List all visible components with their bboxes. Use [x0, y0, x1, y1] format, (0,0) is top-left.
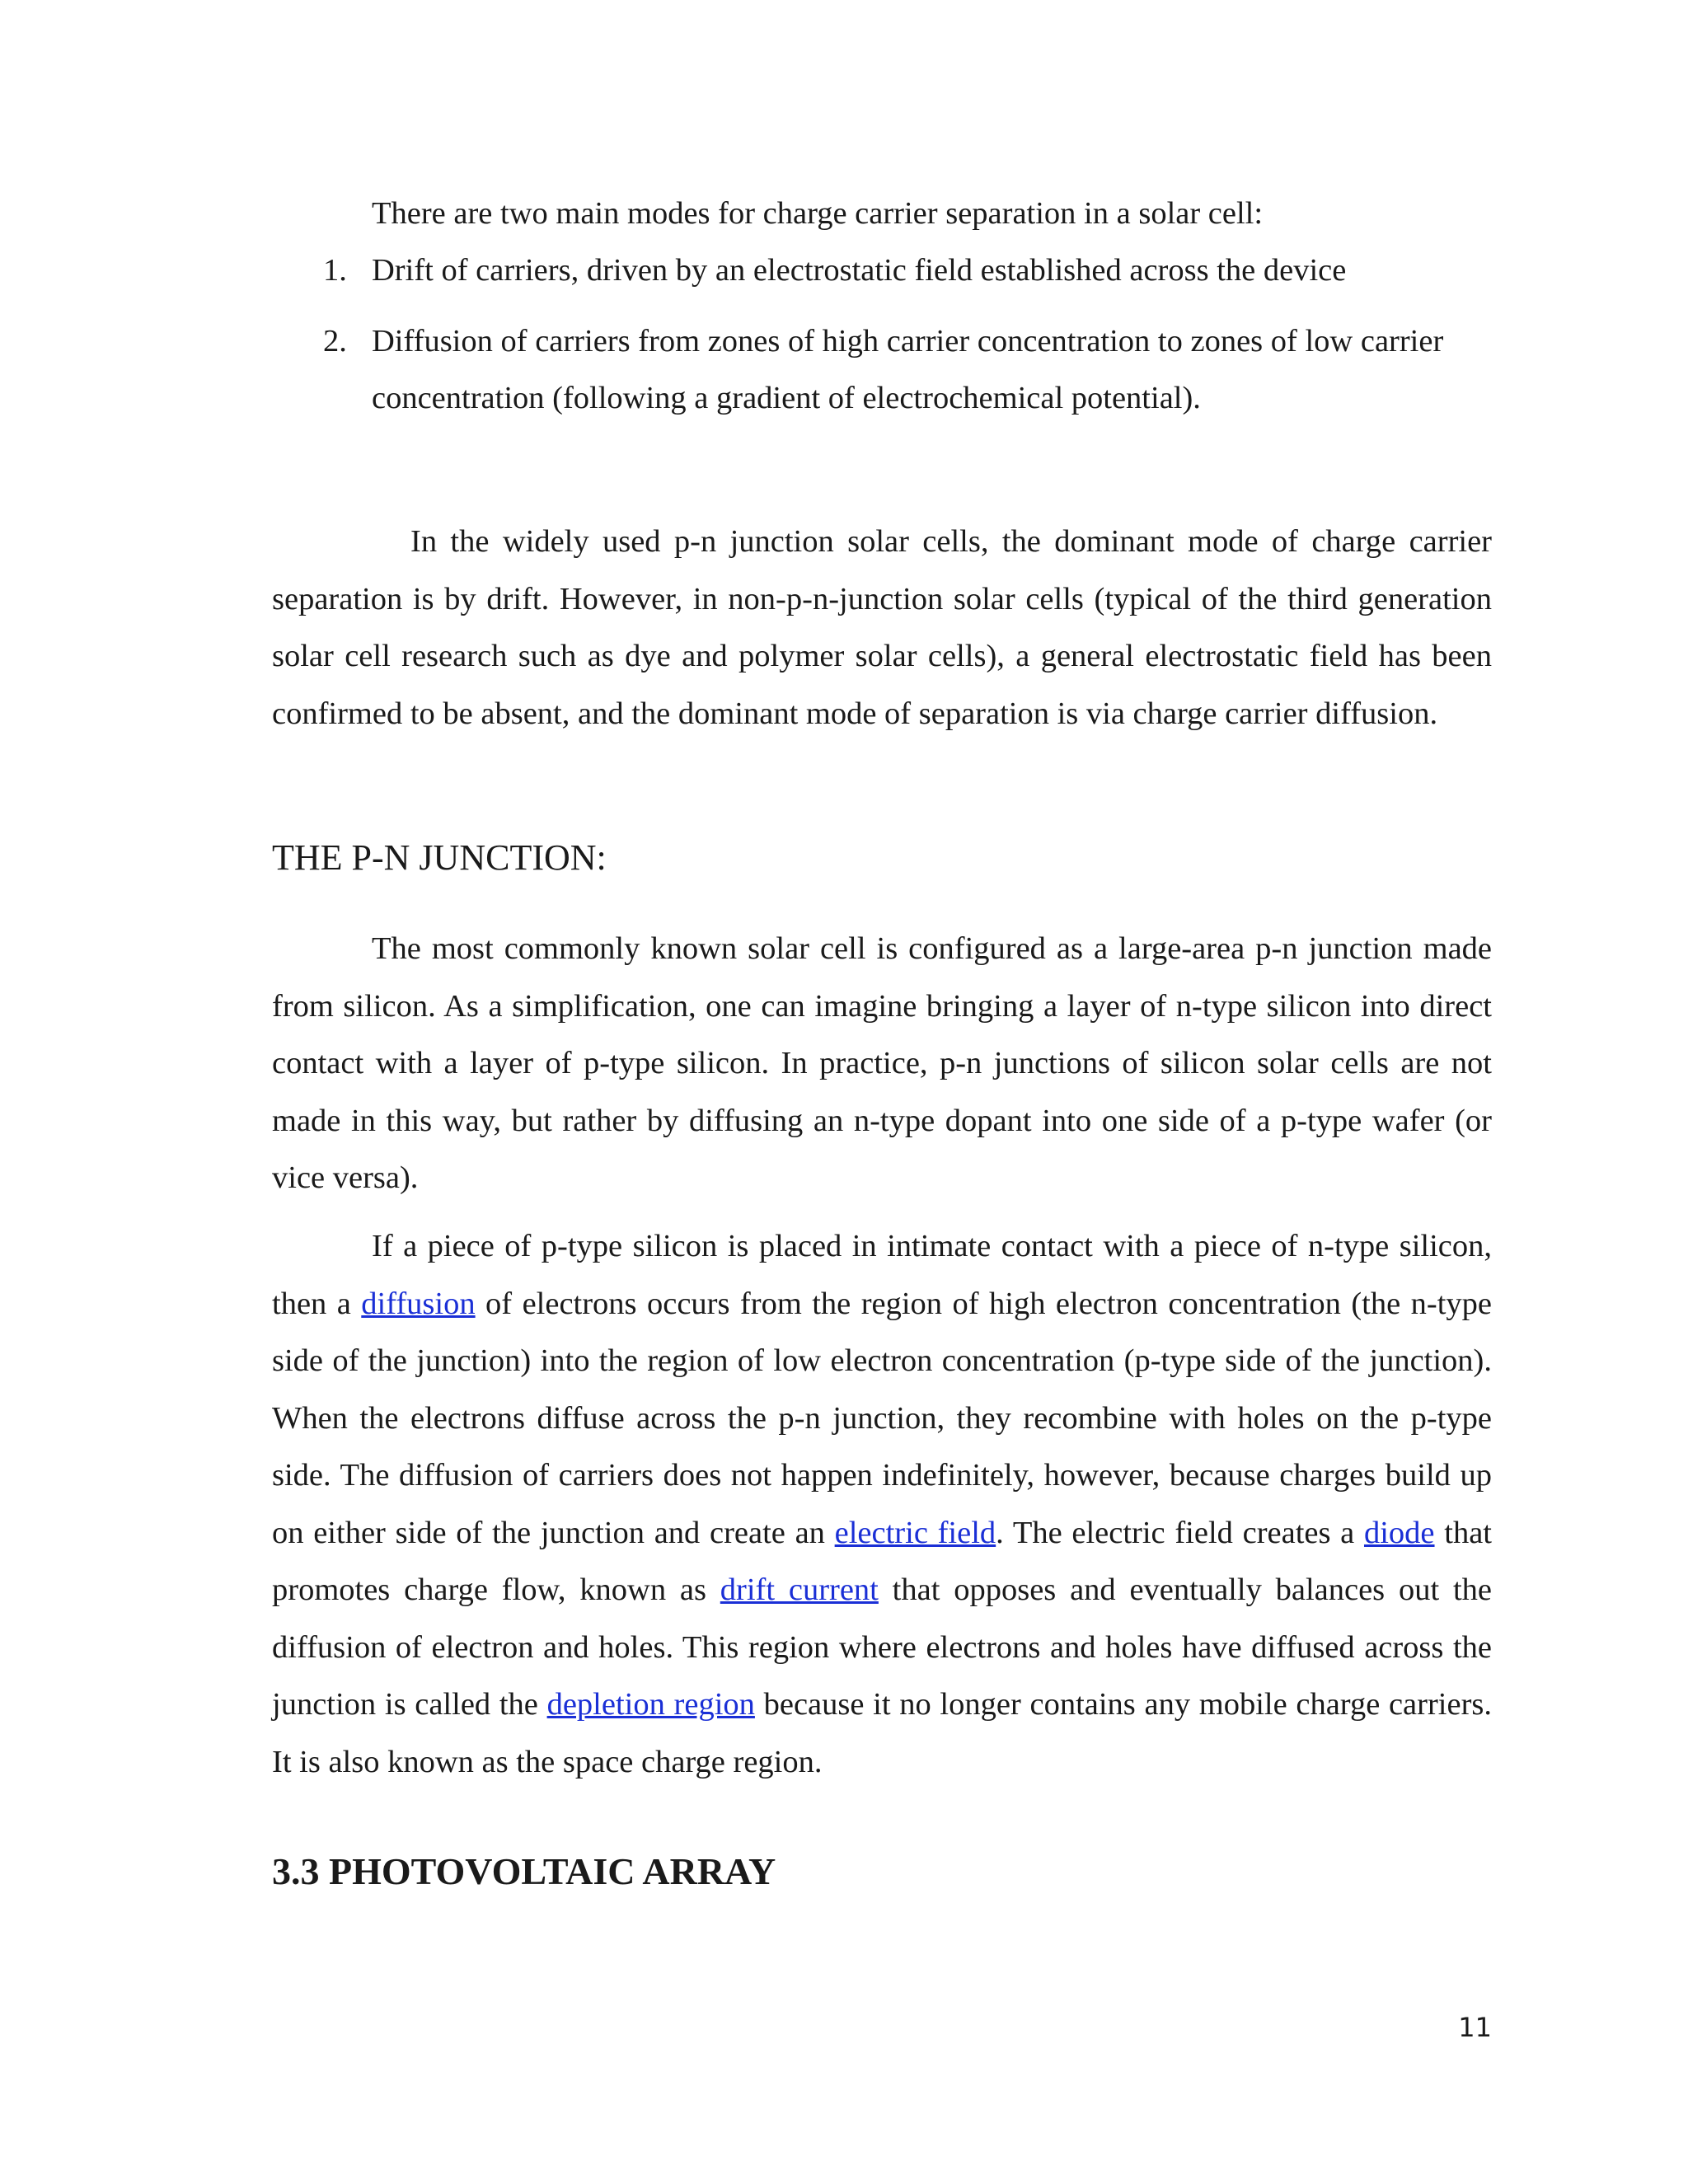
diffusion-link[interactable]: diffusion [361, 1286, 476, 1321]
drift-vs-diffusion-paragraph: In the widely used p-n junction solar cells, the dominant mode of charge carrier separation is by drift. However, in non-p-n-junction solar cells (typical of the third generation solar cell research such as dye and polymer solar cells), a general electrostatic field has been confirmed to be absent, and the dominant mode of separation is via charge carrier diffusion. [272, 524, 1492, 731]
page-number: 11 [1458, 2012, 1492, 2043]
list-number: 2. [323, 323, 347, 359]
pn-junction-heading: THE P-N JUNCTION: [272, 837, 607, 878]
photovoltaic-array-heading: 3.3 PHOTOVOLTAIC ARRAY [272, 1850, 776, 1892]
depletion-region-link[interactable]: depletion region [546, 1687, 755, 1722]
paragraph-text: If a piece of p-type silicon is placed in intimate contact with a piece of n-type silicon, then a [272, 1229, 1492, 1321]
paragraph-text: that promotes charge flow, known as [272, 1515, 1492, 1607]
list-item-text: Drift of carriers, driven by an electrostatic field established across the device [372, 253, 1347, 288]
paragraph-text: of electrons occurs from the region of high electron concentration (the n-type side of the junction) into the region of low electron concentration (p-type side of the junction). When the electrons diffuse across the p-n junction, they recombine with holes on the p-type side. The diffusion of carriers does not happen indefinitely, however, because charges build up on either side of the junction and create an [272, 1286, 1492, 1550]
list-item-text: Diffusion of carriers from zones of high carrier concentration to zones of low carrier concentration (following a gradient of electrochemical potential). [372, 323, 1444, 415]
intro-sentence: There are two main modes for charge carrier separation in a solar cell: [372, 196, 1264, 231]
electric-field-link[interactable]: electric field [834, 1515, 996, 1550]
paragraph-text: because it no longer contains any mobile charge carriers. It is also known as the space charge region. [272, 1687, 1493, 1779]
diode-link[interactable]: diode [1363, 1515, 1435, 1550]
pn-junction-paragraph-1: The most commonly known solar cell is configured as a large-area p-n junction made from silicon. As a simplification, one can imagine bringing a layer of n-type silicon into direct contact with a layer of p-type silicon. In practice, p-n junctions of silicon solar cells are not made in this way, but rather by diffusing an n-type dopant into one side of a p-type wafer (or vice versa). [272, 931, 1492, 1195]
paragraph-text: . The electric field creates a [996, 1515, 1364, 1550]
list-item [272, 313, 1492, 428]
separation-modes-list [272, 242, 1492, 441]
list-number: 1. [323, 253, 347, 288]
list-item [272, 242, 1492, 300]
drift-current-link[interactable]: drift current [720, 1572, 879, 1607]
pn-junction-paragraph-2 [272, 1218, 1492, 1791]
paragraph-text: that opposes and eventually balances out the diffusion of electron and holes. This region where electrons and holes have diffused across the junction is called the [272, 1572, 1492, 1722]
